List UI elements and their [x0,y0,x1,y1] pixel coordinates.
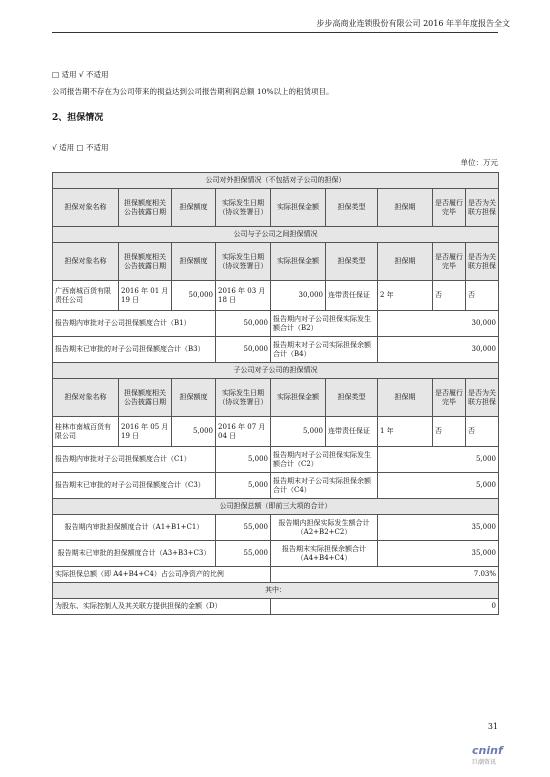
table-row [53,447,499,473]
section-row [53,363,499,379]
col-header: 是否履行完毕 [433,379,466,417]
cell: 50,000 [172,281,216,311]
col-header: 是否为关联方担保 [466,243,499,281]
col-header: 实际发生日期（协议签署日） [216,189,271,227]
col-header: 是否为关联方担保 [466,189,499,227]
cell: 报告期内审批对子公司担保额度合计（C1） [53,447,216,473]
guarantee-applicability: √ 适用 □ 不适用 [52,143,109,152]
col-header: 实际发生日期（协议签署日） [216,243,271,281]
cell: 0 [271,599,499,615]
cninfo-logo [472,744,528,770]
cell: 55,000 [216,515,271,541]
table-row [53,417,499,447]
col-header: 实际担保金额 [271,189,326,227]
cell: 5,000 [216,473,271,499]
logo-subtext: 巨潮资讯 [472,759,497,766]
table-row [53,281,499,311]
cell: 报告期末已审批的对子公司担保额度合计（C3） [53,473,216,499]
unit-label: 单位：万元 [460,158,498,167]
guarantee-table [52,172,499,615]
section-row [53,227,499,243]
cell: 为股东、实际控制人及其关联方提供担保的金额（D） [53,599,271,615]
cell: 桂林市南城百货有限公司 [53,417,119,447]
cell: 5,000 [378,473,499,499]
table-row [53,541,499,567]
col-header: 担保期 [378,379,433,417]
col-header: 担保额度 [172,243,216,281]
col-header: 担保额度 [172,379,216,417]
table-row [53,599,499,615]
col-header: 担保额度相关公告披露日期 [119,189,172,227]
cell: 2016 年 01 月 19 日 [119,281,172,311]
col-header: 实际担保金额 [271,243,326,281]
section-title-cell: 公司与子公司之间担保情况 [53,227,499,243]
page-number: 31 [487,722,498,731]
col-header: 担保额度 [172,189,216,227]
cell: 广西南城百货有限责任公司 [53,281,119,311]
cell: 否 [466,417,499,447]
cell: 连带责任保证 [326,281,378,311]
cell: 报告期末对子公司实际担保余额合计（B4） [271,337,378,363]
cell: 2016 年 03 月 18 日 [216,281,271,311]
cell: 2 年 [378,281,433,311]
cell: 50,000 [216,337,271,363]
col-header: 担保额度相关公告披露日期 [119,243,172,281]
cell: 5,000 [378,447,499,473]
col-header: 担保期 [378,189,433,227]
cell: 5,000 [271,417,326,447]
col-header: 担保类型 [326,243,378,281]
header-row [53,379,499,417]
section-title-cell: 公司担保总额（即前三大项的合计） [53,499,499,515]
table-row [53,311,499,337]
external-guarantee-title-row [53,173,499,189]
col-header: 担保对象名称 [53,189,119,227]
page-header-title: 步步高商业连锁股份有限公司 2016 年半年度报告全文 [316,19,510,28]
table-row [53,473,499,499]
col-header: 担保对象名称 [53,243,119,281]
cell: 报告期末对子公司实际担保余额合计（C4） [271,473,378,499]
table-row [53,567,499,583]
cell: 其中： [53,583,499,599]
col-header: 实际发生日期（协议签署日） [216,379,271,417]
cell: 实际担保总额（即 A4+B4+C4）占公司净资产的比例 [53,567,271,583]
cell: 报告期内对子公司担保实际发生额合计（B2） [271,311,378,337]
cell: 否 [433,281,466,311]
lease-applicability: □ 适用 √ 不适用 [52,70,109,79]
header-row [53,243,499,281]
cell: 2016 年 07 月 04 日 [216,417,271,447]
cell: 7.03% [271,567,499,583]
col-header: 担保类型 [326,189,378,227]
cell: 35,000 [378,541,499,567]
cell: 报告期内审批对子公司担保额度合计（B1） [53,311,216,337]
cell: 30,000 [378,337,499,363]
col-header: 担保期 [378,243,433,281]
table-row [53,583,499,599]
col-header: 是否履行完毕 [433,243,466,281]
cell: 55,000 [216,541,271,567]
cell: 报告期末已审批的对子公司担保额度合计（B3） [53,337,216,363]
section-row [53,499,499,515]
header-divider [52,32,498,33]
table-row [53,337,499,363]
cell: 报告期内对子公司担保实际发生额合计（C2） [271,447,378,473]
logo-text: cninf [472,744,503,757]
col-header: 是否为关联方担保 [466,379,499,417]
cell: 30,000 [378,311,499,337]
cell: 否 [466,281,499,311]
table-row [53,515,499,541]
cell: 5,000 [216,447,271,473]
col-header: 担保额度相关公告披露日期 [119,379,172,417]
cell: 5,000 [172,417,216,447]
cell: 50,000 [216,311,271,337]
cell: 报告期末实际担保余额合计（A4+B4+C4） [271,541,378,567]
header-row [53,189,499,227]
cell: 1 年 [378,417,433,447]
section-title: 2、担保情况 [52,113,104,123]
col-header: 担保对象名称 [53,379,119,417]
cell: 35,000 [378,515,499,541]
col-header: 是否履行完毕 [433,189,466,227]
lease-statement: 公司报告期不存在为公司带来的损益达到公司报告期利润总额 10%以上的租赁项目。 [52,87,334,96]
cell: 30,000 [271,281,326,311]
cell: 报告期内审批担保额度合计（A1+B1+C1） [53,515,216,541]
section-title-cell: 子公司对子公司的担保情况 [53,363,499,379]
cell: 报告期内担保实际发生额合计（A2+B2+C2） [271,515,378,541]
cell: 报告期末已审批的担保额度合计（A3+B3+C3） [53,541,216,567]
col-header: 担保类型 [326,379,378,417]
cell: 连带责任保证 [326,417,378,447]
cell: 2016 年 05 月 19 日 [119,417,172,447]
external-guarantee-title: 公司对外担保情况（不包括对子公司的担保） [53,173,499,189]
cell: 否 [433,417,466,447]
col-header: 实际担保金额 [271,379,326,417]
